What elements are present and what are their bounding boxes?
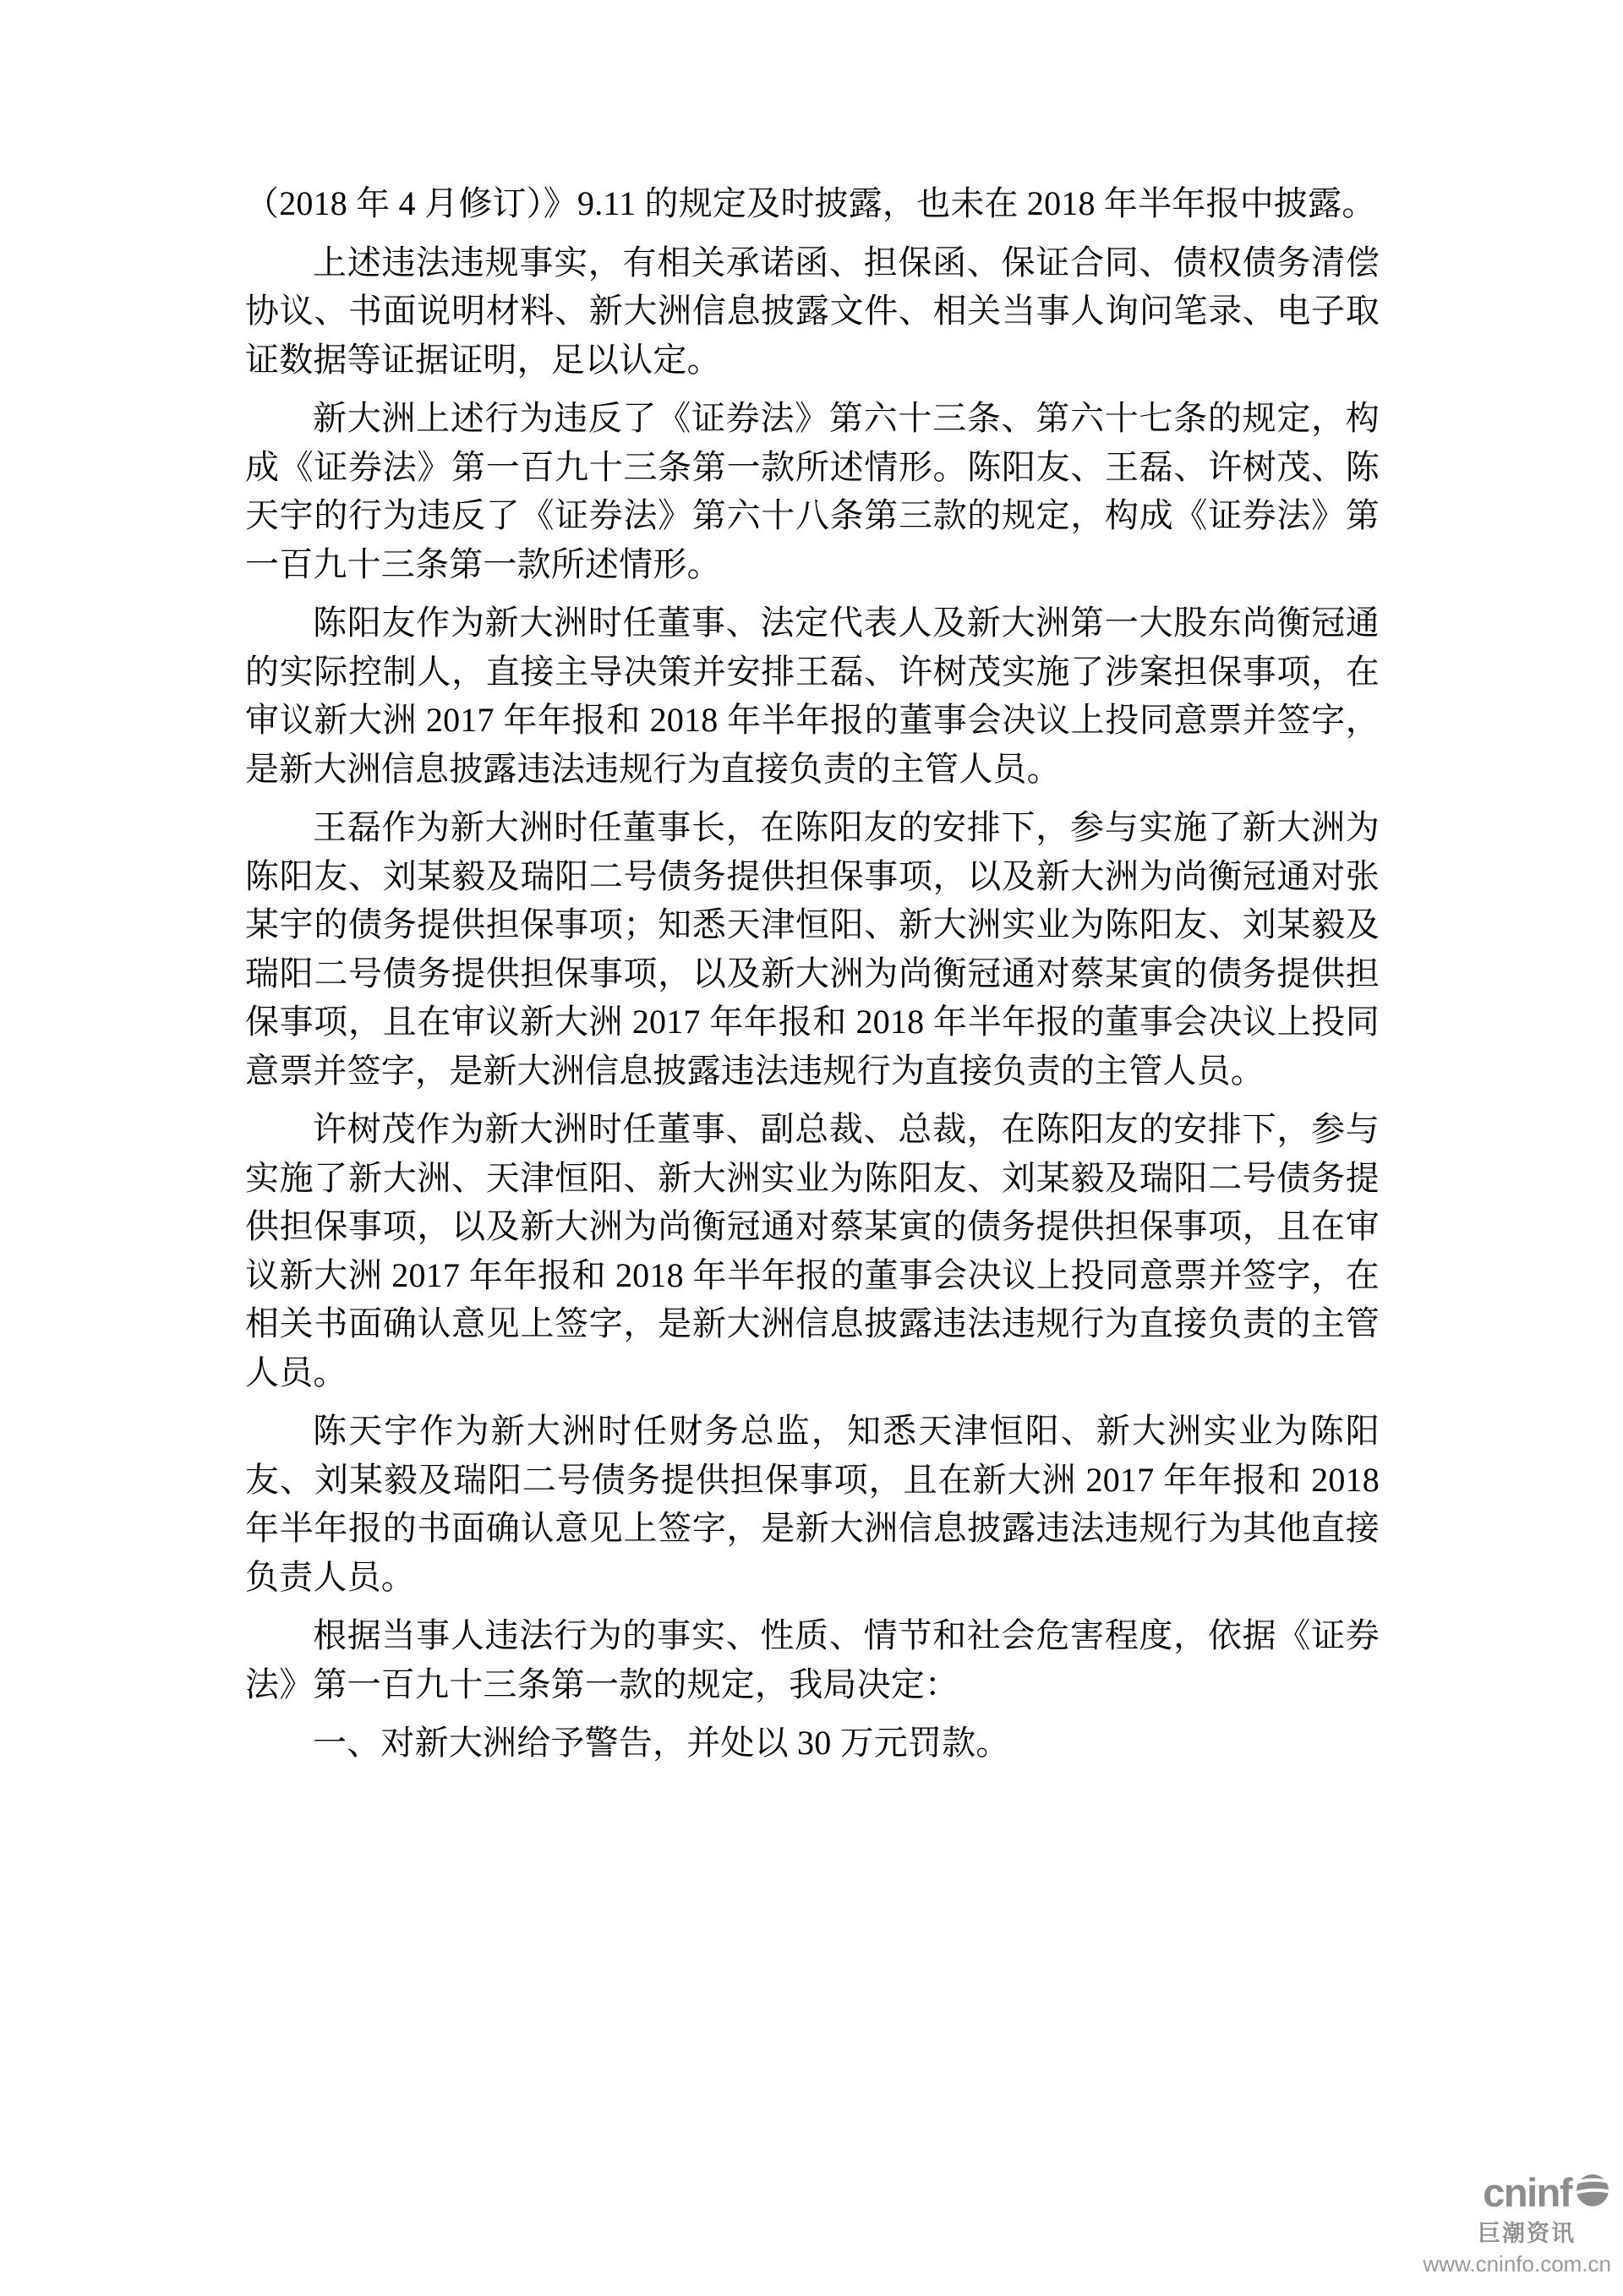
paragraph-chen-tianyu: 陈天宇作为新大洲时任财务总监，知悉天津恒阳、新大洲实业为陈阳友、刘某毅及瑞阳二号债务提供担保事项，且在新大洲 2017 年年报和 2018 年半年报的书面确认意见上签字，是新大洲信息披露违法违规行为其他直接负责人员。 <box>245 1412 1380 1596</box>
paragraph-decision-item-1: 一、对新大洲给予警告，并处以 30 万元罚款。 <box>313 1724 1010 1762</box>
logo-url-text: www.cninfo.com.cn <box>1423 2251 1611 2277</box>
paragraph-xu-shumao: 许树茂作为新大洲时任董事、副总裁、总裁，在陈阳友的安排下，参与实施了新大洲、天津恒阳、新大洲实业为陈阳友、刘某毅及瑞阳二号债务提供担保事项，以及新大洲为尚衡冠通对蔡某寅的债务提供担保事项，且在审议新大洲 2017 年年报和 2018 年半年报的董事会决议上投同意票并签字，在相关书面确认意见上签字，是新大洲信息披露违法违规行为直接负责的主管人员。 <box>245 1110 1380 1391</box>
document-text-column <box>245 179 1380 1778</box>
logo-wordmark-row <box>1400 2169 1611 2215</box>
paragraph-decision-basis: 根据当事人违法行为的事实、性质、情节和社会危害程度，依据《证券法》第一百九十三条第一款的规定，我局决定： <box>245 1616 1380 1703</box>
paragraph-continuation-9-11: （2018 年 4 月修订）》9.11 的规定及时披露，也未在 2018 年半年报中披露。 <box>245 184 1376 222</box>
paragraph-wang-lei: 王磊作为新大洲时任董事长，在陈阳友的安排下，参与实施了新大洲为陈阳友、刘某毅及瑞阳二号债务提供担保事项，以及新大洲为尚衡冠通对张某宇的债务提供担保事项；知悉天津恒阳、新大洲实业为陈阳友、刘某毅及瑞阳二号债务提供担保事项，以及新大洲为尚衡冠通对蔡某寅的债务提供担保事项，且在审议新大洲 2017 年年报和 2018 年半年报的董事会决议上投同意票并签字，是新大洲信息披露违法违规行为直接负责的主管人员。 <box>245 808 1380 1090</box>
paragraph-evidence: 上述违法违规事实，有相关承诺函、担保函、保证合同、债权债务清偿协议、书面说明材料、新大洲信息披露文件、相关当事人询问笔录、电子取证数据等证据证明，足以认定。 <box>245 243 1380 379</box>
paragraph-violation-findings: 新大洲上述行为违反了《证券法》第六十三条、第六十七条的规定，构成《证券法》第一百九十三条第一款所述情形。陈阳友、王磊、许树茂、陈天宇的行为违反了《证券法》第六十八条第三款的规定，构成《证券法》第一百九十三条第一款所述情形。 <box>245 399 1380 583</box>
logo-subtitle-text: 巨潮资讯 <box>1478 2221 1576 2246</box>
logo-wordmark-text: cninf <box>1483 2169 1571 2215</box>
globe-icon <box>1574 2172 1611 2209</box>
paragraph-chen-yangyou: 陈阳友作为新大洲时任董事、法定代表人及新大洲第一大股东尚衡冠通的实际控制人，直接主导决策并安排王磊、许树茂实施了涉案担保事项，在审议新大洲 2017 年年报和 2018 年半年报的董事会决议上投同意票并签字，是新大洲信息披露违法违规行为直接负责的主管人员。 <box>245 604 1380 788</box>
cninfo-footer-logo <box>1400 2169 1611 2277</box>
